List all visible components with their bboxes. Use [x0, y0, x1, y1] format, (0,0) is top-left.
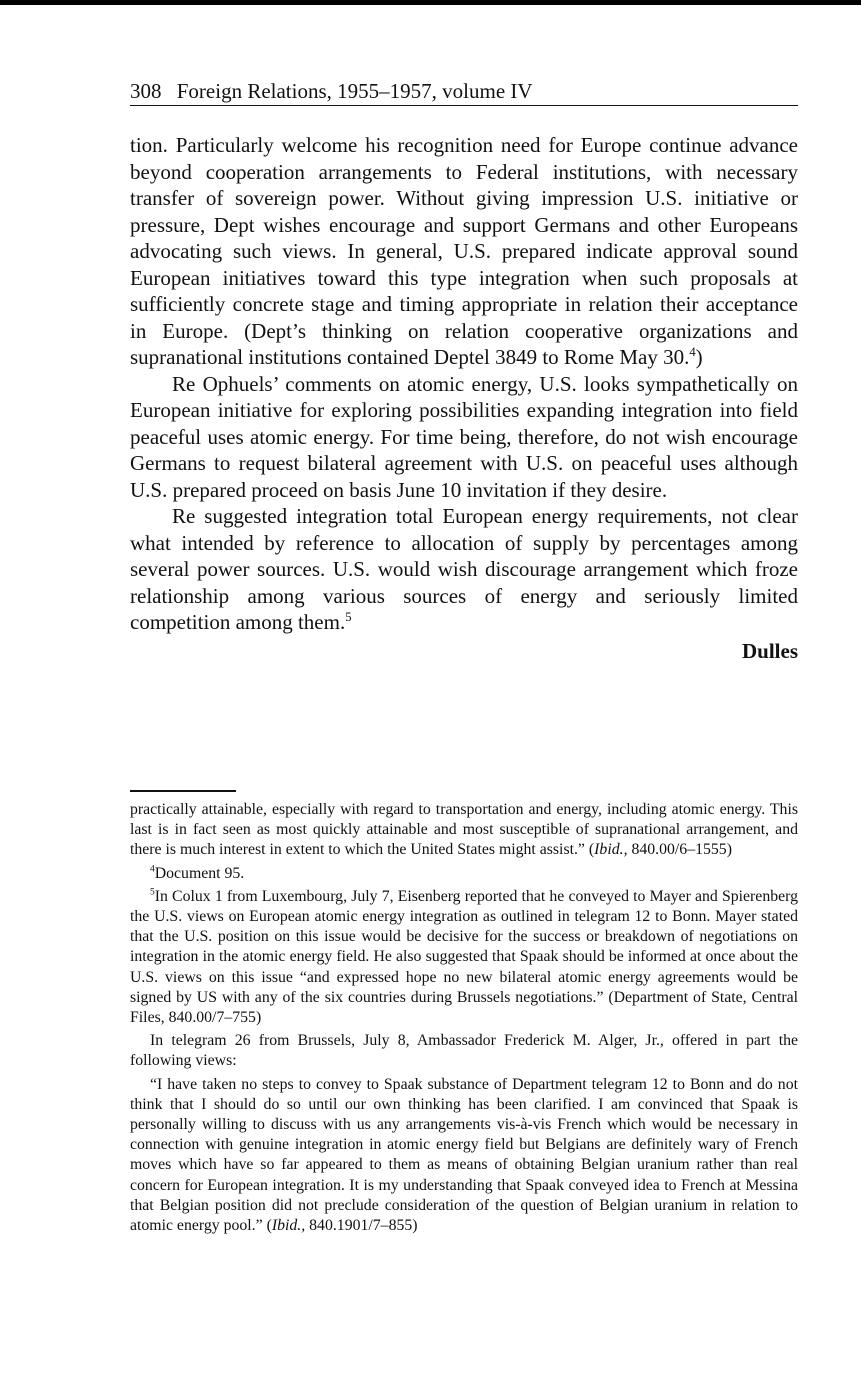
footnote-5-quote-text: “I have taken no steps to convey to Spaak substance of Department telegram 12 to Bonn and do not think that I should do so until our own thinking has been clarified. I am convinced that Spaak is personally willing to discuss with us any arrangements vis-à-vis French which would be necessary in connection with genuine integration in atomic energy field but Belgians are definitely wary of French moves which have so far appeared to them as means of obtaining Belgian uranium rather than real concern for European integration. It is my understanding that Spaak conveyed idea to French at Messina that Belgian position did not preclude consideration of the question of Belgian uranium in relation to atomic energy pool.” ( — [130, 1075, 798, 1235]
paragraph-3 — [130, 503, 798, 636]
top-edge-rule — [0, 0, 861, 5]
footnote-continuation-file: 840.00/6–1555) — [627, 841, 732, 859]
volume-title: Foreign Relations, 1955–1957, volume IV — [176, 79, 533, 103]
footnote-5-quote-file: 840.1901/7–855) — [305, 1217, 418, 1235]
footnote-continuation-text: practically attainable, especially with regard to transportation and energy, including atomic energy. This last is in fact seen as most quickly attainable and most susceptible of supranational arrangement, and there is much interest in extent to which the United States might assist.” ( — [130, 801, 798, 859]
paragraph-3-text: Re suggested integration total European energy requirements, not clear what intended by reference to allocation of supply by percentages among several power sources. U.S. would wish discourage arrangement which froze relationship among various sources of energy and seriously limited competition among them. — [130, 504, 798, 634]
main-text — [130, 132, 798, 664]
paragraph-1 — [130, 132, 798, 371]
paragraph-2: Re Ophuels’ comments on atomic energy, U.S. looks sympathetically on European initiative for exploring possibilities expanding integration into field peaceful uses atomic energy. For time being, therefore, do not wish encourage Germans to request bilateral agreement with U.S. on peaceful uses although U.S. prepared proceed on basis June 10 invitation if they desire. — [130, 371, 798, 502]
footnote-4-text: Document 95. — [154, 864, 245, 882]
footnote-continuation — [130, 800, 798, 861]
ibid-citation: Ibid., — [594, 841, 628, 859]
footnote-ref-5: 5 — [345, 610, 352, 624]
page-number: 308 — [130, 79, 162, 103]
footnote-rule — [130, 790, 236, 792]
footnote-5-text: In Colux 1 from Luxembourg, July 7, Eisenberg reported that he conveyed to Mayer and Spierenberg the U.S. views on European atomic energy integration as outlined in telegram 12 to Bonn. Mayer stated that the U.S. position on this issue would be decisive for the success or breakdown of negotiations on integration in the atomic energy field. He also suggested that Spaak should be informed at once about the U.S. views on this issue “and expressed hope no new bilateral atomic energy agreements would be signed by US with any of the six countries during Brussels negotiations.” (Department of State, Central Files, 840.00/7–755) — [130, 887, 798, 1027]
footnote-5 — [130, 887, 798, 1028]
footnote-5-mark: 5 — [150, 887, 155, 898]
footnote-4-mark: 4 — [150, 864, 155, 875]
signature: Dulles — [741, 638, 798, 663]
footnote-5-para-2: In telegram 26 from Brussels, July 8, Ambassador Frederick M. Alger, Jr., offered in part the following views: — [130, 1032, 798, 1070]
footnotes — [130, 800, 798, 1236]
ibid-citation: Ibid., — [271, 1217, 306, 1235]
running-header — [130, 78, 798, 106]
paragraph-1-close: ) — [695, 345, 703, 369]
footnote-4 — [130, 864, 798, 884]
footnote-ref-4: 4 — [689, 345, 696, 359]
footnote-5-quote — [130, 1075, 798, 1237]
paragraph-1-text: tion. Particularly welcome his recognition need for Europe continue advance beyond cooperation arrangements to Federal institutions, with necessary transfer of sovereign power. Without giving impression U.S. initiative or pressure, Dept wishes encourage and support Germans and other Europeans advocating such views. In general, U.S. prepared indicate approval sound European initiatives toward this type integration when such proposals at sufficiently concrete stage and timing appropriate in relation their acceptance in Europe. (Dept’s thinking on relation cooperative organizations and supranational institutions contained Deptel 3849 to Rome May 30. — [130, 133, 798, 369]
